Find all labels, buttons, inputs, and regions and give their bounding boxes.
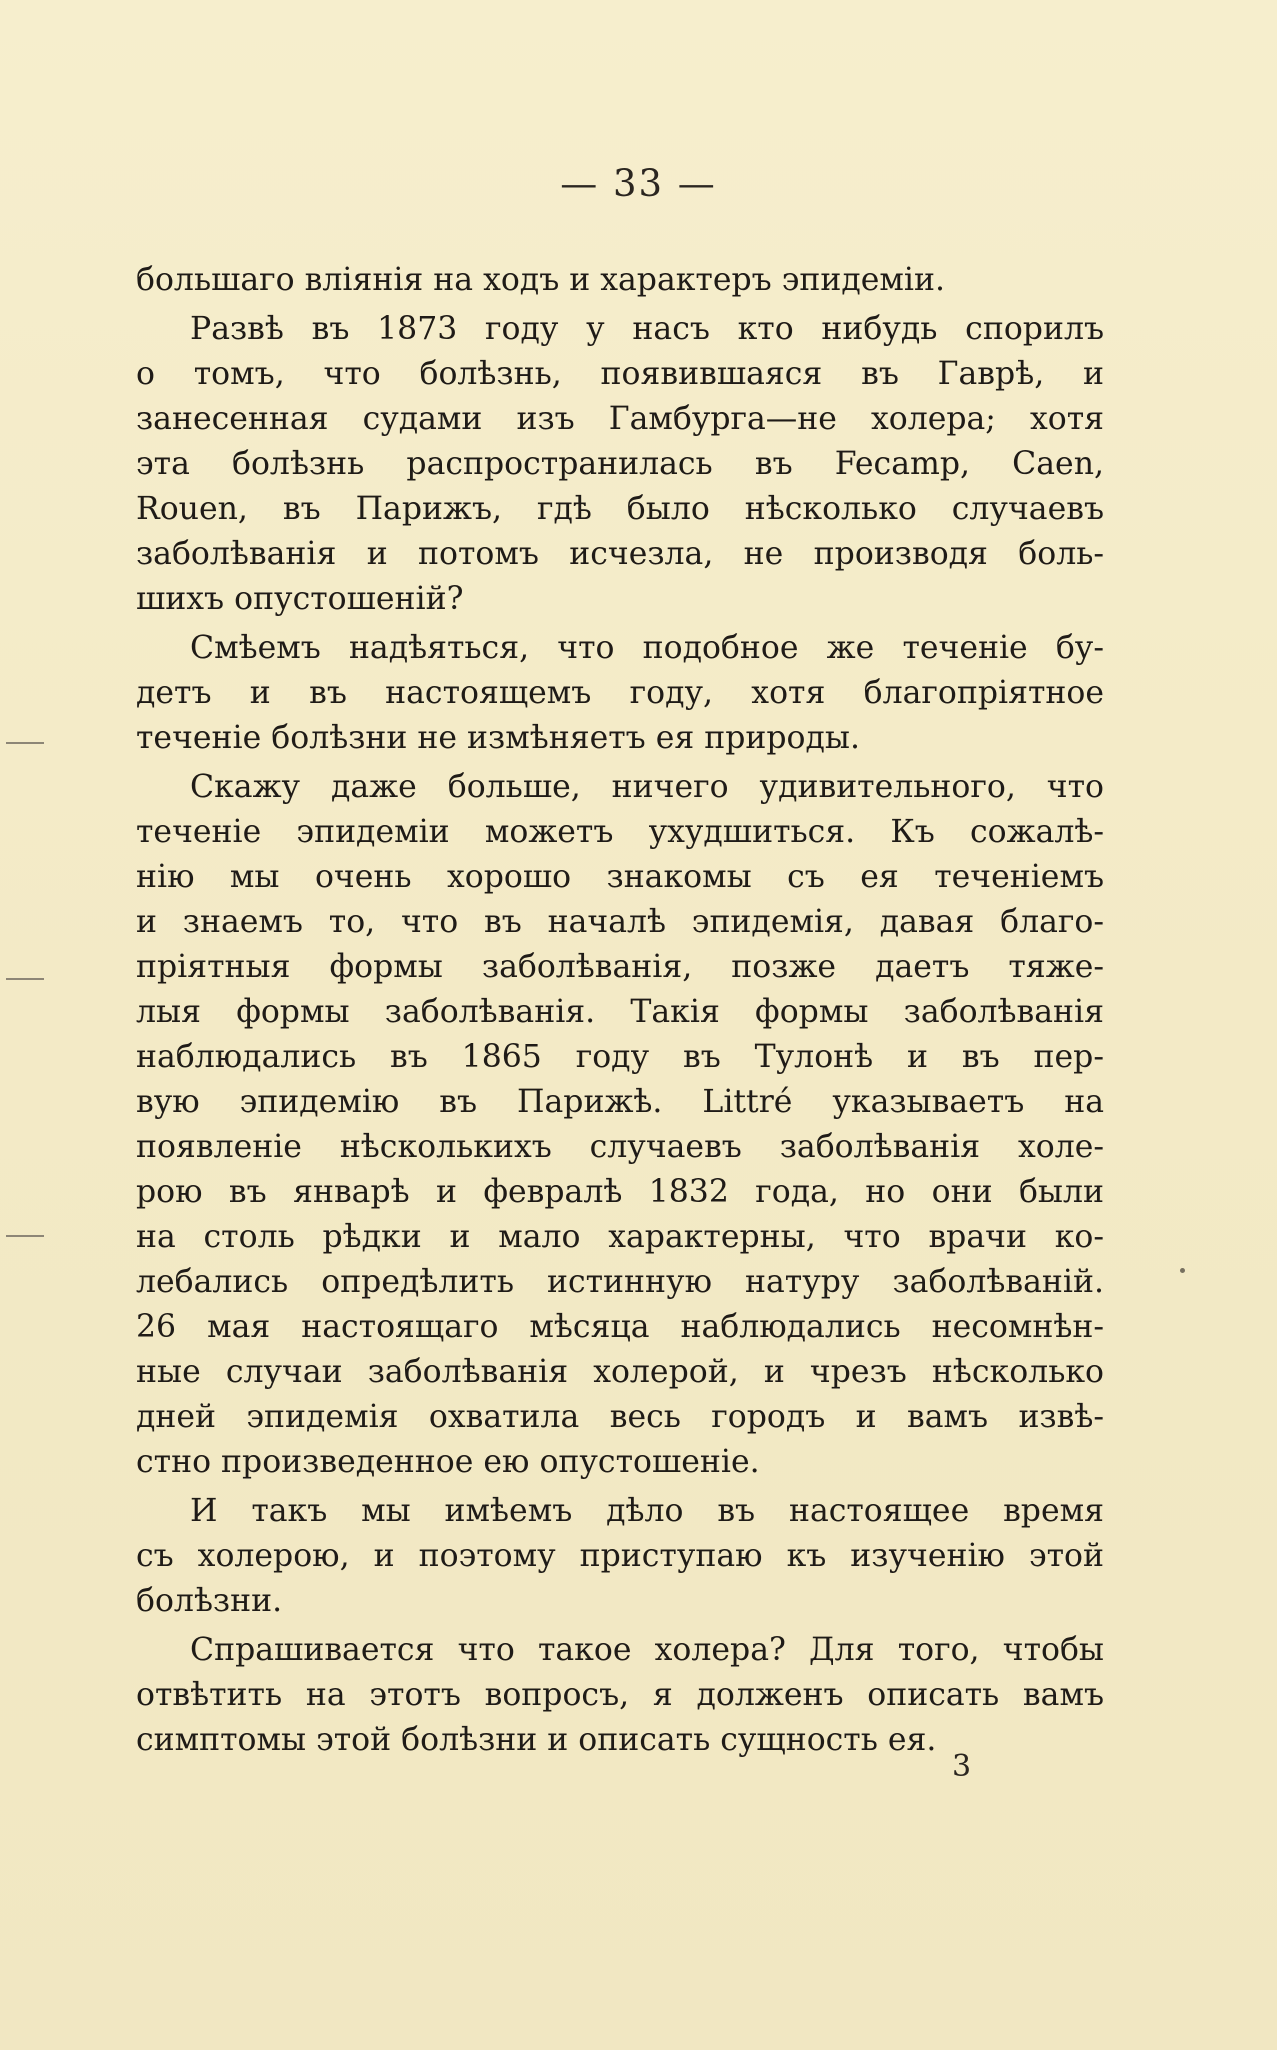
text-line: стно произведенное ею опустошеніе.: [136, 1444, 760, 1480]
signature-mark: 3: [952, 1749, 972, 1784]
text-line: шихъ опустошеній?: [136, 581, 464, 617]
text-line: дней эпидемія охватила весь городъ и вамъ извѣ-: [136, 1399, 1104, 1435]
text-line: Смѣемъ надѣяться, что подобное же теченіе бу-: [190, 630, 1104, 666]
text-line: лыя формы заболѣванія. Такія формы заболѣванія: [136, 994, 1104, 1030]
text-line: на столь рѣдки и мало характерны, что врачи ко-: [136, 1219, 1104, 1255]
text-line: о томъ, что болѣзнь, появившаяся въ Гаврѣ, и: [136, 356, 1104, 392]
paragraph: [136, 626, 1104, 761]
text-line: пріятныя формы заболѣванія, позже даетъ тяже-: [136, 949, 1104, 985]
text-line: съ холерою, и поэтому приступаю къ изученію этой: [136, 1538, 1104, 1574]
text-line: большаго вліянія на ходъ и характеръ эпидеміи.: [136, 262, 945, 298]
body-text: [136, 258, 1104, 1763]
text-line: нію мы очень хорошо знакомы съ ея теченіемъ: [136, 859, 1104, 895]
paragraph: [136, 765, 1104, 1485]
margin-mark: [6, 742, 44, 744]
text-line: ные случаи заболѣванія холерой, и чрезъ нѣсколько: [136, 1354, 1104, 1390]
paragraph: [136, 1489, 1104, 1624]
text-line: лебались опредѣлить истинную натуру заболѣваній.: [136, 1264, 1104, 1300]
text-line: и знаемъ то, что въ началѣ эпидемія, давая благо-: [136, 904, 1104, 940]
text-line: вую эпидемію въ Парижѣ. Littré указываетъ на: [136, 1084, 1104, 1120]
paragraph: [136, 258, 1104, 303]
text-line: симптомы этой болѣзни и описать сущность ея.: [136, 1722, 937, 1758]
margin-mark: [6, 978, 44, 980]
text-line: Спрашивается что такое холера? Для того, чтобы: [190, 1632, 1104, 1668]
text-line: рою въ январѣ и февралѣ 1832 года, но они были: [136, 1174, 1104, 1210]
paragraph: [136, 1628, 1104, 1763]
text-line: Развѣ въ 1873 году у насъ кто нибудь спорилъ: [190, 311, 1104, 347]
text-line: занесенная судами изъ Гамбурга—не холера; хотя: [136, 401, 1104, 437]
page-number-header: — 33 —: [560, 162, 717, 205]
paragraph: [136, 307, 1104, 622]
text-line: И такъ мы имѣемъ дѣло въ настоящее время: [190, 1493, 1104, 1529]
text-line: теченіе болѣзни не измѣняетъ ея природы.: [136, 720, 860, 756]
margin-mark: [6, 1235, 44, 1237]
text-line: отвѣтить на этотъ вопросъ, я долженъ описать вамъ: [136, 1677, 1104, 1713]
text-line: Rouen, въ Парижъ, гдѣ было нѣсколько случаевъ: [136, 491, 1104, 527]
text-line: появленіе нѣсколькихъ случаевъ заболѣванія холе-: [136, 1129, 1104, 1165]
text-line: теченіе эпидеміи можетъ ухудшиться. Къ сожалѣ-: [136, 814, 1104, 850]
text-line: 26 мая настоящаго мѣсяца наблюдались несомнѣн-: [136, 1309, 1104, 1345]
text-line: наблюдались въ 1865 году въ Тулонѣ и въ пер-: [136, 1039, 1104, 1075]
text-line: заболѣванія и потомъ исчезла, не производя боль-: [136, 536, 1104, 572]
text-line: Скажу даже больше, ничего удивительного, что: [190, 769, 1104, 805]
print-speck: [1180, 1268, 1185, 1273]
text-line: детъ и въ настоящемъ году, хотя благопріятное: [136, 675, 1104, 711]
text-line: болѣзни.: [136, 1583, 283, 1619]
text-line: эта болѣзнь распространилась въ Fecamp, Caen,: [136, 446, 1104, 482]
